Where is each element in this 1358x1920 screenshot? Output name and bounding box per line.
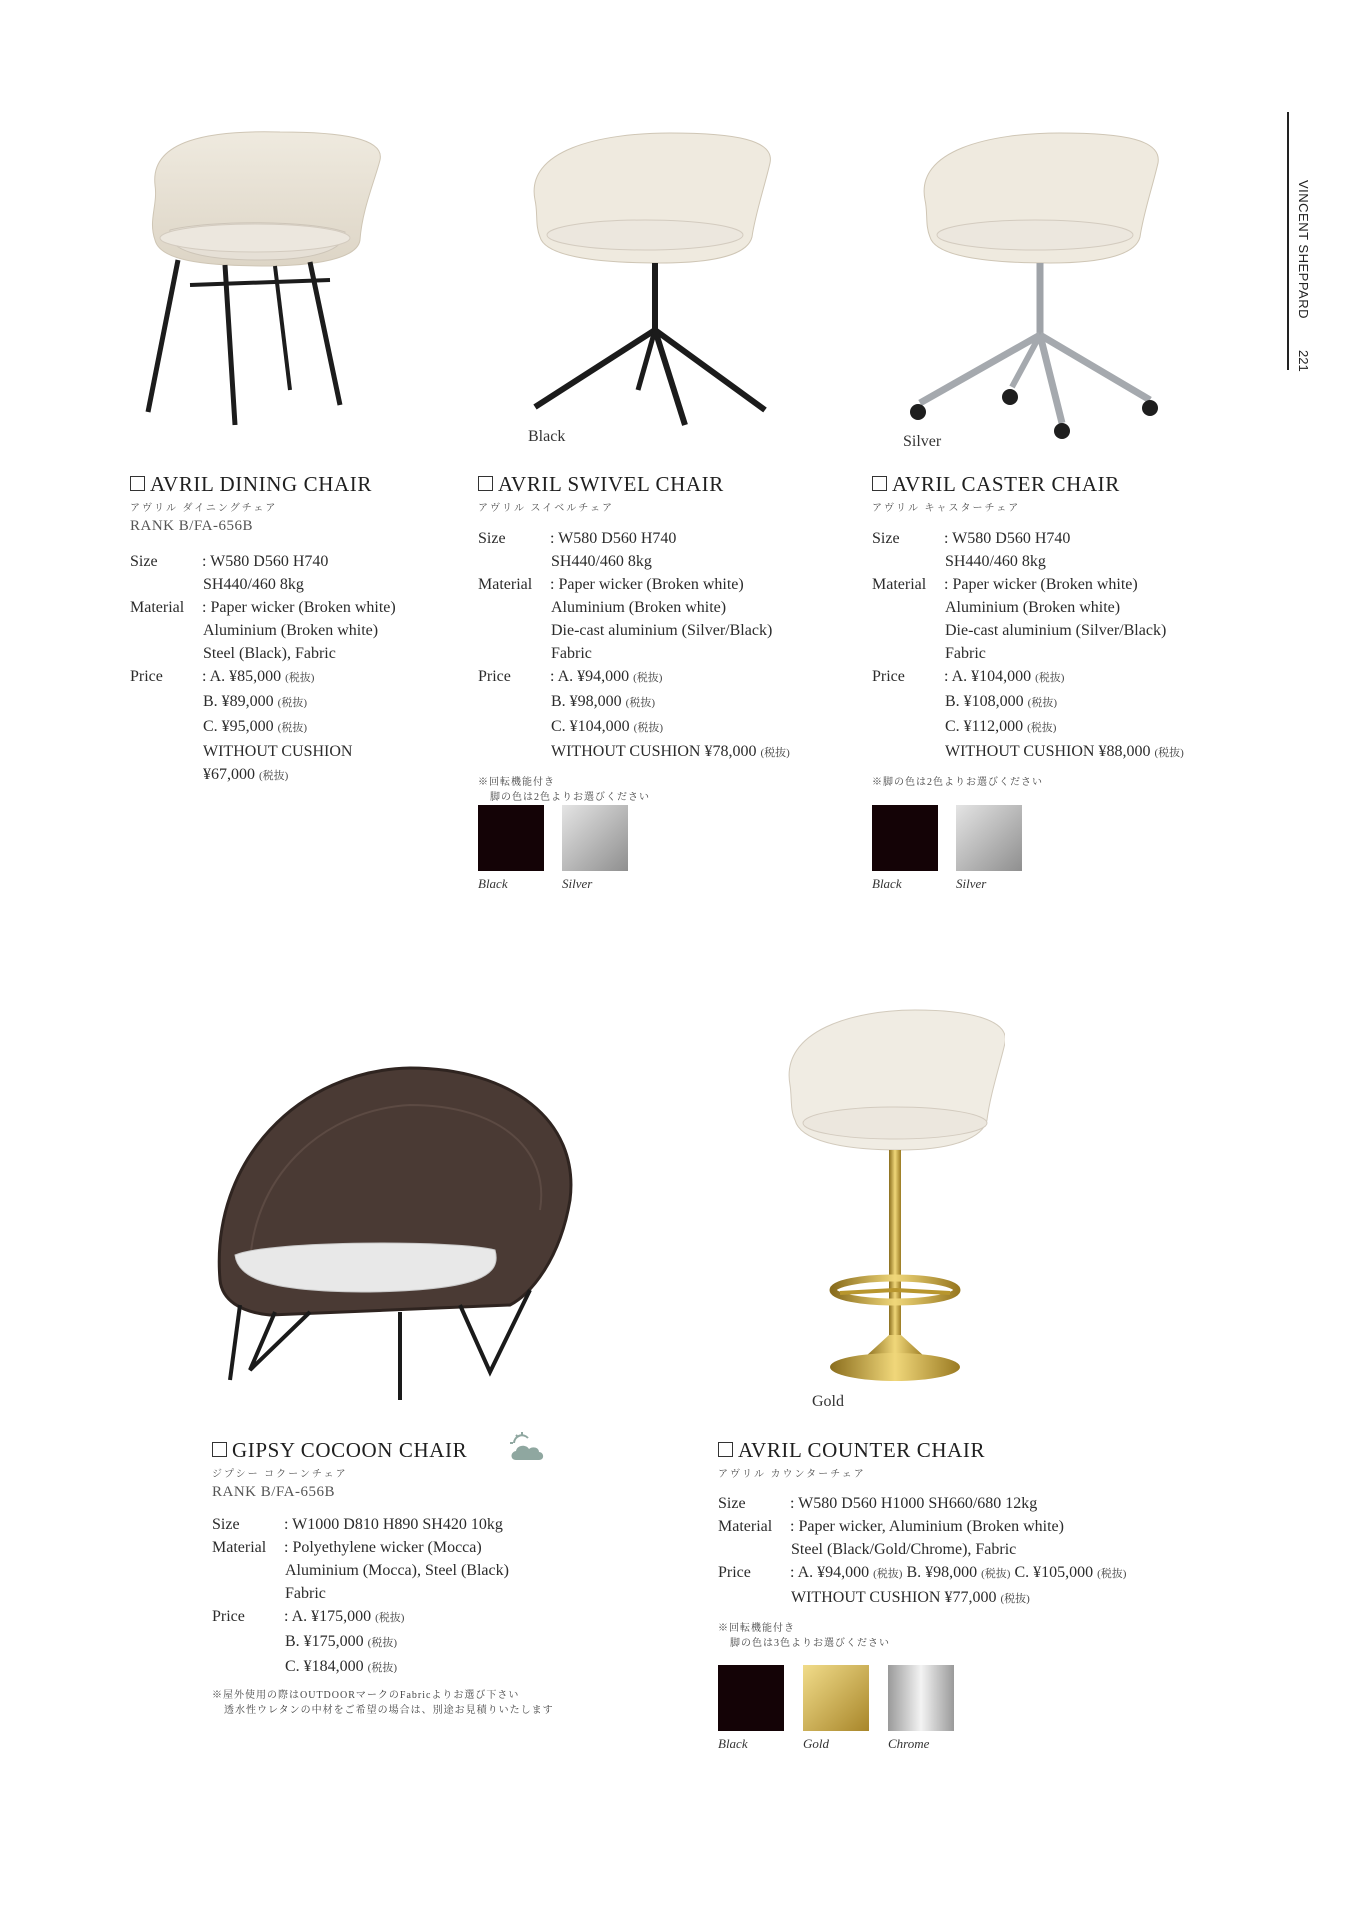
material-value: Aluminium (Mocca), Steel (Black): [285, 1562, 509, 1579]
size-label: Size: [718, 1495, 746, 1512]
avril-swivel-chair-image: [520, 125, 790, 440]
material-value: : Paper wicker, Aluminium (Broken white): [790, 1518, 1064, 1535]
product-title: AVRIL SWIVEL CHAIR: [478, 472, 790, 497]
price-value: : A. ¥85,000: [202, 668, 282, 685]
price-value: : A. ¥94,000: [550, 668, 630, 685]
product-note: 脚の色は2色よりお選びください: [490, 792, 650, 803]
cloud-sun-icon: [508, 1432, 546, 1462]
tax-note: (税抜): [367, 1637, 397, 1649]
material-label: Material: [130, 599, 185, 616]
swatch-silver[interactable]: [562, 805, 628, 871]
spec-block: [212, 1513, 554, 1680]
product-rank: RANK B/FA-656B: [130, 518, 253, 534]
material-label: Material: [872, 576, 927, 593]
tax-note: (税抜): [625, 697, 655, 709]
product-avril-caster: [872, 472, 1184, 790]
swatch-label: Silver: [956, 876, 987, 891]
size-value: : W580 D560 H740: [944, 530, 1071, 547]
spec-block: [478, 527, 790, 765]
material-value: Steel (Black/Gold/Chrome), Fabric: [791, 1541, 1017, 1558]
price-value: C. ¥184,000: [285, 1658, 364, 1675]
tax-note: (税抜): [277, 722, 307, 734]
product-kana: アヴリル カウンターチェア: [718, 1469, 866, 1480]
price-value: C. ¥105,000: [1014, 1564, 1094, 1581]
product-note: 透水性ウレタンの中材をご希望の場合は、別途お見積りいたします: [224, 1705, 554, 1716]
product-kana: アヴリル キャスターチェア: [872, 503, 1021, 514]
avril-dining-chair-image: [130, 120, 400, 445]
material-value: Aluminium (Broken white): [945, 599, 1121, 616]
price-value: ¥67,000: [203, 766, 255, 783]
product-avril-counter: [718, 1438, 1126, 1651]
tax-note: (税抜): [633, 672, 663, 684]
tax-note: (税抜): [873, 1568, 903, 1580]
size-value: : W1000 D810 H890 SH420 10kg: [284, 1516, 503, 1533]
tax-note: (税抜): [1035, 672, 1065, 684]
swatch-black[interactable]: [478, 805, 544, 871]
spec-block: [872, 527, 1184, 765]
checkbox-icon: [130, 476, 145, 491]
brand-name: VINCENT SHEPPARD: [1296, 180, 1311, 319]
material-value: Fabric: [945, 645, 986, 662]
tax-note: (税抜): [1027, 697, 1057, 709]
price-value: C. ¥104,000: [551, 718, 630, 735]
size-value: SH440/460 8kg: [945, 553, 1046, 570]
swatch-label: Black: [872, 876, 902, 891]
tax-note: (税抜): [375, 1612, 405, 1624]
size-label: Size: [130, 553, 158, 570]
product-note: ※脚の色は2色よりお選びください: [872, 777, 1043, 788]
tax-note: (税抜): [633, 722, 663, 734]
product-note: 脚の色は3色よりお選びください: [730, 1638, 890, 1649]
brand-divider: [1287, 112, 1289, 370]
swatch-black[interactable]: [872, 805, 938, 871]
tax-note: (税抜): [285, 672, 315, 684]
tax-note: (税抜): [367, 1662, 397, 1674]
price-label: Price: [872, 668, 905, 685]
product-note: ※回転機能付き: [478, 777, 555, 788]
price-label: Price: [130, 668, 163, 685]
price-value: : A. ¥104,000: [944, 668, 1032, 685]
size-label: Size: [478, 530, 506, 547]
material-value: Aluminium (Broken white): [203, 622, 379, 639]
material-value: : Paper wicker (Broken white): [202, 599, 396, 616]
checkbox-icon: [212, 1442, 227, 1457]
checkbox-icon: [872, 476, 887, 491]
price-value: WITHOUT CUSHION ¥88,000: [945, 743, 1151, 760]
swatch-gold[interactable]: [803, 1665, 869, 1731]
material-value: Steel (Black), Fabric: [203, 645, 336, 662]
product-avril-swivel: [478, 472, 790, 805]
price-value: B. ¥108,000: [945, 693, 1024, 710]
price-value: : A. ¥94,000: [790, 1564, 870, 1581]
avril-counter-chair-image: [785, 1005, 1005, 1395]
product-gipsy-cocoon: [212, 1438, 554, 1718]
price-value: WITHOUT CUSHION ¥78,000: [551, 743, 757, 760]
tax-note: (税抜): [1154, 747, 1184, 759]
material-value: Die-cast aluminium (Silver/Black): [551, 622, 773, 639]
product-title: AVRIL CASTER CHAIR: [872, 472, 1184, 497]
swatch-label: Black: [478, 876, 508, 891]
tax-note: (税抜): [760, 747, 790, 759]
checkbox-icon: [718, 1442, 733, 1457]
size-label: Size: [872, 530, 900, 547]
avril-caster-chair-image: [900, 125, 1180, 450]
price-value: : A. ¥175,000: [284, 1608, 372, 1625]
counter-image-caption: Gold: [812, 1393, 844, 1410]
swatch-black[interactable]: [718, 1665, 784, 1731]
tax-note: (税抜): [277, 697, 307, 709]
swivel-image-caption: Black: [528, 428, 566, 445]
swatch-label: Black: [718, 1736, 748, 1751]
material-value: : Paper wicker (Broken white): [944, 576, 1138, 593]
gipsy-cocoon-chair-image: [210, 1050, 590, 1415]
checkbox-icon: [478, 476, 493, 491]
material-value: Fabric: [551, 645, 592, 662]
product-kana: アヴリル ダイニングチェア: [130, 503, 278, 514]
product-rank: RANK B/FA-656B: [212, 1484, 335, 1500]
price-value: C. ¥95,000: [203, 718, 274, 735]
size-value: : W580 D560 H1000 SH660/680 12kg: [790, 1495, 1038, 1512]
price-label: Price: [478, 668, 511, 685]
swatch-label: Gold: [803, 1736, 829, 1751]
product-note: ※回転機能付き: [718, 1623, 795, 1634]
spec-block: [130, 550, 396, 788]
product-title: GIPSY COCOON CHAIR: [212, 1438, 554, 1463]
product-kana: アヴリル スイベルチェア: [478, 503, 614, 514]
product-note: ※屋外使用の際はOUTDOORマークのFabricよりお選び下さい: [212, 1690, 520, 1701]
swatch-label: Chrome: [888, 1736, 930, 1751]
material-value: : Paper wicker (Broken white): [550, 576, 744, 593]
size-value: : W580 D560 H740: [202, 553, 329, 570]
price-value: B. ¥89,000: [203, 693, 274, 710]
price-value: B. ¥98,000: [551, 693, 622, 710]
price-value: WITHOUT CUSHION: [203, 743, 353, 760]
page-number: 221: [1296, 350, 1311, 372]
price-value: WITHOUT CUSHION ¥77,000: [791, 1589, 997, 1606]
tax-note: (税抜): [259, 770, 289, 782]
caster-image-caption: Silver: [903, 433, 942, 450]
swatch-silver[interactable]: [956, 805, 1022, 871]
tax-note: (税抜): [981, 1568, 1011, 1580]
swatch-chrome[interactable]: [888, 1665, 954, 1731]
swatch-label: Silver: [562, 876, 593, 891]
product-title: AVRIL COUNTER CHAIR: [718, 1438, 1126, 1463]
tax-note: (税抜): [1097, 1568, 1127, 1580]
material-label: Material: [478, 576, 533, 593]
material-value: Die-cast aluminium (Silver/Black): [945, 622, 1167, 639]
material-value: Fabric: [285, 1585, 326, 1602]
tax-note: (税抜): [1027, 722, 1057, 734]
product-title: AVRIL DINING CHAIR: [130, 472, 396, 497]
material-label: Material: [718, 1518, 773, 1535]
material-value: Aluminium (Broken white): [551, 599, 727, 616]
size-value: SH440/460 8kg: [203, 576, 304, 593]
price-label: Price: [212, 1608, 245, 1625]
product-kana: ジプシー コクーンチェア: [212, 1469, 348, 1480]
size-value: SH440/460 8kg: [551, 553, 652, 570]
price-label: Price: [718, 1564, 751, 1581]
price-value: B. ¥98,000: [906, 1564, 978, 1581]
product-avril-dining: [130, 472, 396, 788]
tax-note: (税抜): [1000, 1593, 1030, 1605]
size-value: : W580 D560 H740: [550, 530, 677, 547]
price-value: C. ¥112,000: [945, 718, 1024, 735]
material-label: Material: [212, 1539, 267, 1556]
material-value: : Polyethylene wicker (Mocca): [284, 1539, 482, 1556]
price-value: B. ¥175,000: [285, 1633, 364, 1650]
spec-block: [718, 1492, 1126, 1611]
size-label: Size: [212, 1516, 240, 1533]
